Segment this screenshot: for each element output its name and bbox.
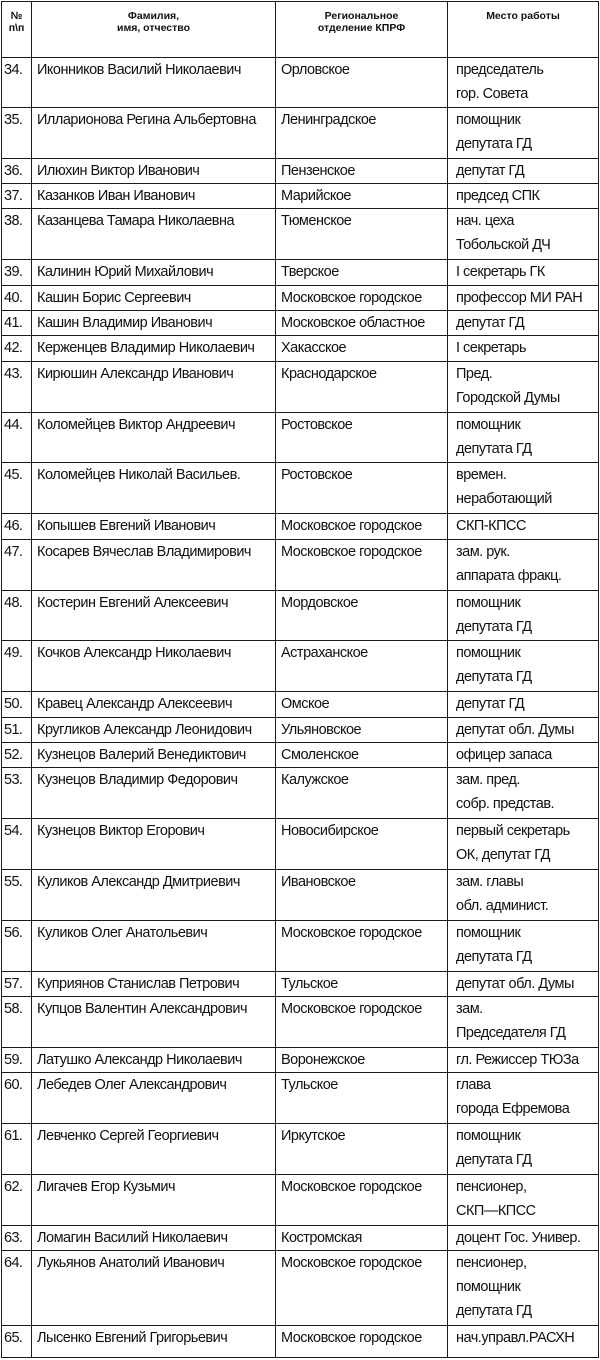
member-name: Ломагин Василий Николаевич xyxy=(32,1225,276,1250)
workplace-line: депутата ГД xyxy=(456,1152,532,1169)
workplace-line: депутат ГД xyxy=(456,696,525,713)
header-workplace xyxy=(448,2,599,58)
header-number xyxy=(2,2,32,58)
table-row xyxy=(2,361,599,412)
row-number: 59. xyxy=(2,1047,32,1072)
row-number: 47. xyxy=(2,539,32,590)
workplace-line: гл. Режиссер ТЮЗа xyxy=(456,1051,579,1068)
member-workplace xyxy=(448,590,599,641)
member-workplace xyxy=(448,717,599,742)
header-region xyxy=(276,2,448,58)
row-number: 46. xyxy=(2,514,32,539)
table-row xyxy=(2,717,599,742)
member-name: Костерин Евгений Алексеевич xyxy=(32,590,276,641)
member-name: Кашин Владимир Иванович xyxy=(32,311,276,336)
member-name: Илюхин Виктор Иванович xyxy=(32,158,276,183)
member-region: Московское городское xyxy=(276,514,448,539)
member-region: Ленинградское xyxy=(276,107,448,158)
member-workplace xyxy=(448,641,599,692)
member-name: Куликов Александр Дмитриевич xyxy=(32,869,276,920)
header-name xyxy=(32,2,276,58)
member-workplace xyxy=(448,1174,599,1225)
row-number: 35. xyxy=(2,107,32,158)
member-name: Кузнецов Валерий Венедиктович xyxy=(32,742,276,767)
member-name: Лебедев Олег Александрович xyxy=(32,1073,276,1124)
member-region: Омское xyxy=(276,692,448,717)
row-number: 64. xyxy=(2,1251,32,1326)
member-name: Купцов Валентин Александрович xyxy=(32,997,276,1048)
table-row xyxy=(2,869,599,920)
workplace-line: I секретарь xyxy=(456,340,527,357)
table-row xyxy=(2,184,599,209)
table-row xyxy=(2,463,599,514)
header-number-line: № xyxy=(10,10,23,22)
table-row xyxy=(2,107,599,158)
row-number: 52. xyxy=(2,742,32,767)
header-region-line: Региональное xyxy=(324,10,399,22)
member-region: Воронежское xyxy=(276,1047,448,1072)
workplace-line: I секретарь ГК xyxy=(456,264,545,281)
member-workplace xyxy=(448,1225,599,1250)
row-number: 43. xyxy=(2,361,32,412)
table-row xyxy=(2,336,599,361)
workplace-line: зам. главы xyxy=(456,873,524,890)
workplace-line: председатель xyxy=(456,62,544,78)
member-name: Коломейцев Виктор Андреевич xyxy=(32,412,276,463)
member-name: Левченко Сергей Георгиевич xyxy=(32,1124,276,1175)
workplace-line: помощник xyxy=(456,416,521,433)
workplace-line: пенсионер, xyxy=(456,1255,527,1272)
workplace-line: СКП-КПСС xyxy=(456,518,526,535)
workplace-line: Пред. xyxy=(456,365,493,382)
workplace-line: депутата ГД xyxy=(456,1303,532,1320)
member-name: Латушко Александр Николаевич xyxy=(32,1047,276,1072)
member-region: Ульяновское xyxy=(276,717,448,742)
member-name: Лукьянов Анатолий Иванович xyxy=(32,1251,276,1326)
workplace-line: Городской Думы xyxy=(456,389,560,406)
member-region: Московское городское xyxy=(276,1326,448,1358)
row-number: 49. xyxy=(2,641,32,692)
row-number: 58. xyxy=(2,997,32,1048)
header-number-line: п\п xyxy=(8,22,25,34)
workplace-line: аппарата фракц. xyxy=(456,567,562,584)
workplace-line: Председателя ГД xyxy=(456,1025,566,1042)
workplace-line: Тобольской ДЧ xyxy=(456,237,551,254)
member-workplace xyxy=(448,412,599,463)
table-row xyxy=(2,209,599,260)
header-row xyxy=(2,2,599,58)
table-row xyxy=(2,920,599,971)
workplace-line: гор. Совета xyxy=(456,86,528,102)
member-region: Ростовское xyxy=(276,463,448,514)
member-workplace xyxy=(448,971,599,996)
workplace-line: помощник xyxy=(456,111,521,128)
member-region: Иркутское xyxy=(276,1124,448,1175)
member-region: Костромская xyxy=(276,1225,448,1250)
table-row xyxy=(2,971,599,996)
table-row xyxy=(2,768,599,819)
workplace-line: помощник xyxy=(456,645,521,662)
workplace-line: нач. цеха xyxy=(456,213,514,230)
row-number: 34. xyxy=(2,58,32,108)
table-row xyxy=(2,58,599,108)
member-region: Московское городское xyxy=(276,920,448,971)
member-name: Казанцева Тамара Николаевна xyxy=(32,209,276,260)
row-number: 41. xyxy=(2,311,32,336)
workplace-line: СКП—КПСС xyxy=(456,1202,536,1219)
header-workplace-line: Место работы xyxy=(486,10,560,22)
row-number: 45. xyxy=(2,463,32,514)
row-number: 44. xyxy=(2,412,32,463)
member-region: Московское городское xyxy=(276,539,448,590)
table-row xyxy=(2,412,599,463)
member-region: Хакасское xyxy=(276,336,448,361)
row-number: 38. xyxy=(2,209,32,260)
table-row xyxy=(2,285,599,310)
table-row xyxy=(2,590,599,641)
member-region: Орловское xyxy=(276,58,448,108)
row-number: 53. xyxy=(2,768,32,819)
row-number: 57. xyxy=(2,971,32,996)
member-region: Московское областное xyxy=(276,311,448,336)
member-name: Куликов Олег Анатольевич xyxy=(32,920,276,971)
member-name: Керженцев Владимир Николаевич xyxy=(32,336,276,361)
member-name: Копышев Евгений Иванович xyxy=(32,514,276,539)
member-region: Тульское xyxy=(276,971,448,996)
member-workplace xyxy=(448,742,599,767)
member-name: Кузнецов Виктор Егорович xyxy=(32,819,276,870)
table-row xyxy=(2,997,599,1048)
workplace-line: помощник xyxy=(456,1128,521,1145)
member-workplace xyxy=(448,819,599,870)
member-name: Кирюшин Александр Иванович xyxy=(32,361,276,412)
member-workplace xyxy=(448,260,599,285)
member-region: Ростовское xyxy=(276,412,448,463)
member-workplace xyxy=(448,336,599,361)
workplace-line: помощник xyxy=(456,594,521,611)
workplace-line: обл. админист. xyxy=(456,897,549,914)
member-region: Московское городское xyxy=(276,1251,448,1326)
row-number: 56. xyxy=(2,920,32,971)
workplace-line: собр. представ. xyxy=(456,796,555,813)
member-name: Косарев Вячеслав Владимирович xyxy=(32,539,276,590)
workplace-line: депутата ГД xyxy=(456,948,532,965)
member-workplace xyxy=(448,997,599,1048)
member-name: Лысенко Евгений Григорьевич xyxy=(32,1326,276,1358)
header-name-line: Фамилия, xyxy=(127,10,180,22)
row-number: 55. xyxy=(2,869,32,920)
member-workplace xyxy=(448,1251,599,1326)
member-region: Московское городское xyxy=(276,285,448,310)
row-number: 62. xyxy=(2,1174,32,1225)
table-row xyxy=(2,539,599,590)
workplace-line: зам. xyxy=(456,1001,483,1018)
member-name: Илларионова Регина Альбертовна xyxy=(32,107,276,158)
table-row xyxy=(2,1073,599,1124)
table-row xyxy=(2,158,599,183)
member-region: Краснодарское xyxy=(276,361,448,412)
table-row xyxy=(2,1225,599,1250)
workplace-line: депутата ГД xyxy=(456,135,532,152)
row-number: 60. xyxy=(2,1073,32,1124)
member-workplace xyxy=(448,1047,599,1072)
row-number: 54. xyxy=(2,819,32,870)
workplace-line: зам. рук. xyxy=(456,543,510,560)
row-number: 63. xyxy=(2,1225,32,1250)
member-name: Казанков Иван Иванович xyxy=(32,184,276,209)
table-row xyxy=(2,1251,599,1326)
workplace-line: депутата ГД xyxy=(456,618,532,635)
member-region: Мордовское xyxy=(276,590,448,641)
member-region: Тульское xyxy=(276,1073,448,1124)
row-number: 39. xyxy=(2,260,32,285)
row-number: 48. xyxy=(2,590,32,641)
workplace-line: председ СПК xyxy=(456,188,540,205)
table-row xyxy=(2,1124,599,1175)
member-name: Лигачев Егор Кузьмич xyxy=(32,1174,276,1225)
workplace-line: ОК, депутат ГД xyxy=(456,847,551,864)
member-workplace xyxy=(448,285,599,310)
member-region: Тюменское xyxy=(276,209,448,260)
table-body xyxy=(2,58,599,1358)
workplace-line: помощник xyxy=(456,924,521,941)
table-row xyxy=(2,819,599,870)
table-row xyxy=(2,260,599,285)
member-name: Коломейцев Николай Васильев. xyxy=(32,463,276,514)
workplace-line: времен. xyxy=(456,467,507,484)
row-number: 36. xyxy=(2,158,32,183)
member-workplace xyxy=(448,361,599,412)
member-workplace xyxy=(448,107,599,158)
row-number: 40. xyxy=(2,285,32,310)
member-workplace xyxy=(448,514,599,539)
member-workplace xyxy=(448,1124,599,1175)
member-name: Кругликов Александр Леонидович xyxy=(32,717,276,742)
workplace-line: нач.управл.РАСХН xyxy=(456,1330,575,1347)
member-workplace xyxy=(448,539,599,590)
member-region: Новосибирское xyxy=(276,819,448,870)
row-number: 50. xyxy=(2,692,32,717)
table-row xyxy=(2,1326,599,1358)
table-row xyxy=(2,742,599,767)
member-name: Куприянов Станислав Петрович xyxy=(32,971,276,996)
member-region: Калужское xyxy=(276,768,448,819)
workplace-line: профессор МИ РАН xyxy=(456,289,583,306)
row-number: 61. xyxy=(2,1124,32,1175)
workplace-line: депутат ГД xyxy=(456,162,525,179)
workplace-line: неработающий xyxy=(456,491,552,508)
member-workplace xyxy=(448,692,599,717)
workplace-line: депутата ГД xyxy=(456,440,532,457)
workplace-line: первый секретарь xyxy=(456,823,570,840)
member-workplace xyxy=(448,311,599,336)
member-workplace xyxy=(448,1326,599,1358)
member-workplace xyxy=(448,1073,599,1124)
member-region: Марийское xyxy=(276,184,448,209)
member-region: Ивановское xyxy=(276,869,448,920)
member-region: Пензенское xyxy=(276,158,448,183)
member-workplace xyxy=(448,184,599,209)
member-workplace xyxy=(448,768,599,819)
member-workplace xyxy=(448,58,599,108)
row-number: 65. xyxy=(2,1326,32,1358)
header-region-line: отделение КПРФ xyxy=(317,22,406,34)
member-region: Астраханское xyxy=(276,641,448,692)
row-number: 42. xyxy=(2,336,32,361)
header-name-line: имя, отчество xyxy=(117,22,190,34)
member-workplace xyxy=(448,463,599,514)
member-name: Калинин Юрий Михайлович xyxy=(32,260,276,285)
workplace-line: пенсионер, xyxy=(456,1178,527,1195)
members-table xyxy=(1,1,599,1358)
workplace-line: зам. пред. xyxy=(456,772,520,789)
workplace-line: депутат обл. Думы xyxy=(456,975,574,992)
member-region: Тверское xyxy=(276,260,448,285)
table-row xyxy=(2,692,599,717)
workplace-line: депутат ГД xyxy=(456,315,525,332)
row-number: 51. xyxy=(2,717,32,742)
member-workplace xyxy=(448,920,599,971)
workplace-line: доцент Гос. Универ. xyxy=(456,1229,581,1246)
table-row xyxy=(2,641,599,692)
workplace-line: депутата ГД xyxy=(456,669,532,686)
workplace-line: глава xyxy=(456,1077,491,1094)
table-row xyxy=(2,311,599,336)
member-workplace xyxy=(448,209,599,260)
member-region: Московское городское xyxy=(276,1174,448,1225)
table-row xyxy=(2,1174,599,1225)
member-name: Кочков Александр Николаевич xyxy=(32,641,276,692)
workplace-line: офицер запаса xyxy=(456,746,552,763)
member-workplace xyxy=(448,158,599,183)
member-region: Смоленское xyxy=(276,742,448,767)
workplace-line: города Ефремова xyxy=(456,1101,570,1118)
workplace-line: депутат обл. Думы xyxy=(456,721,574,738)
member-name: Иконников Василий Николаевич xyxy=(32,58,276,108)
table-row xyxy=(2,1047,599,1072)
member-workplace xyxy=(448,869,599,920)
member-region: Московское городское xyxy=(276,997,448,1048)
table-row xyxy=(2,514,599,539)
workplace-line: помощник xyxy=(456,1279,521,1296)
row-number: 37. xyxy=(2,184,32,209)
member-name: Кравец Александр Алексеевич xyxy=(32,692,276,717)
member-name: Кашин Борис Сергеевич xyxy=(32,285,276,310)
member-name: Кузнецов Владимир Федорович xyxy=(32,768,276,819)
